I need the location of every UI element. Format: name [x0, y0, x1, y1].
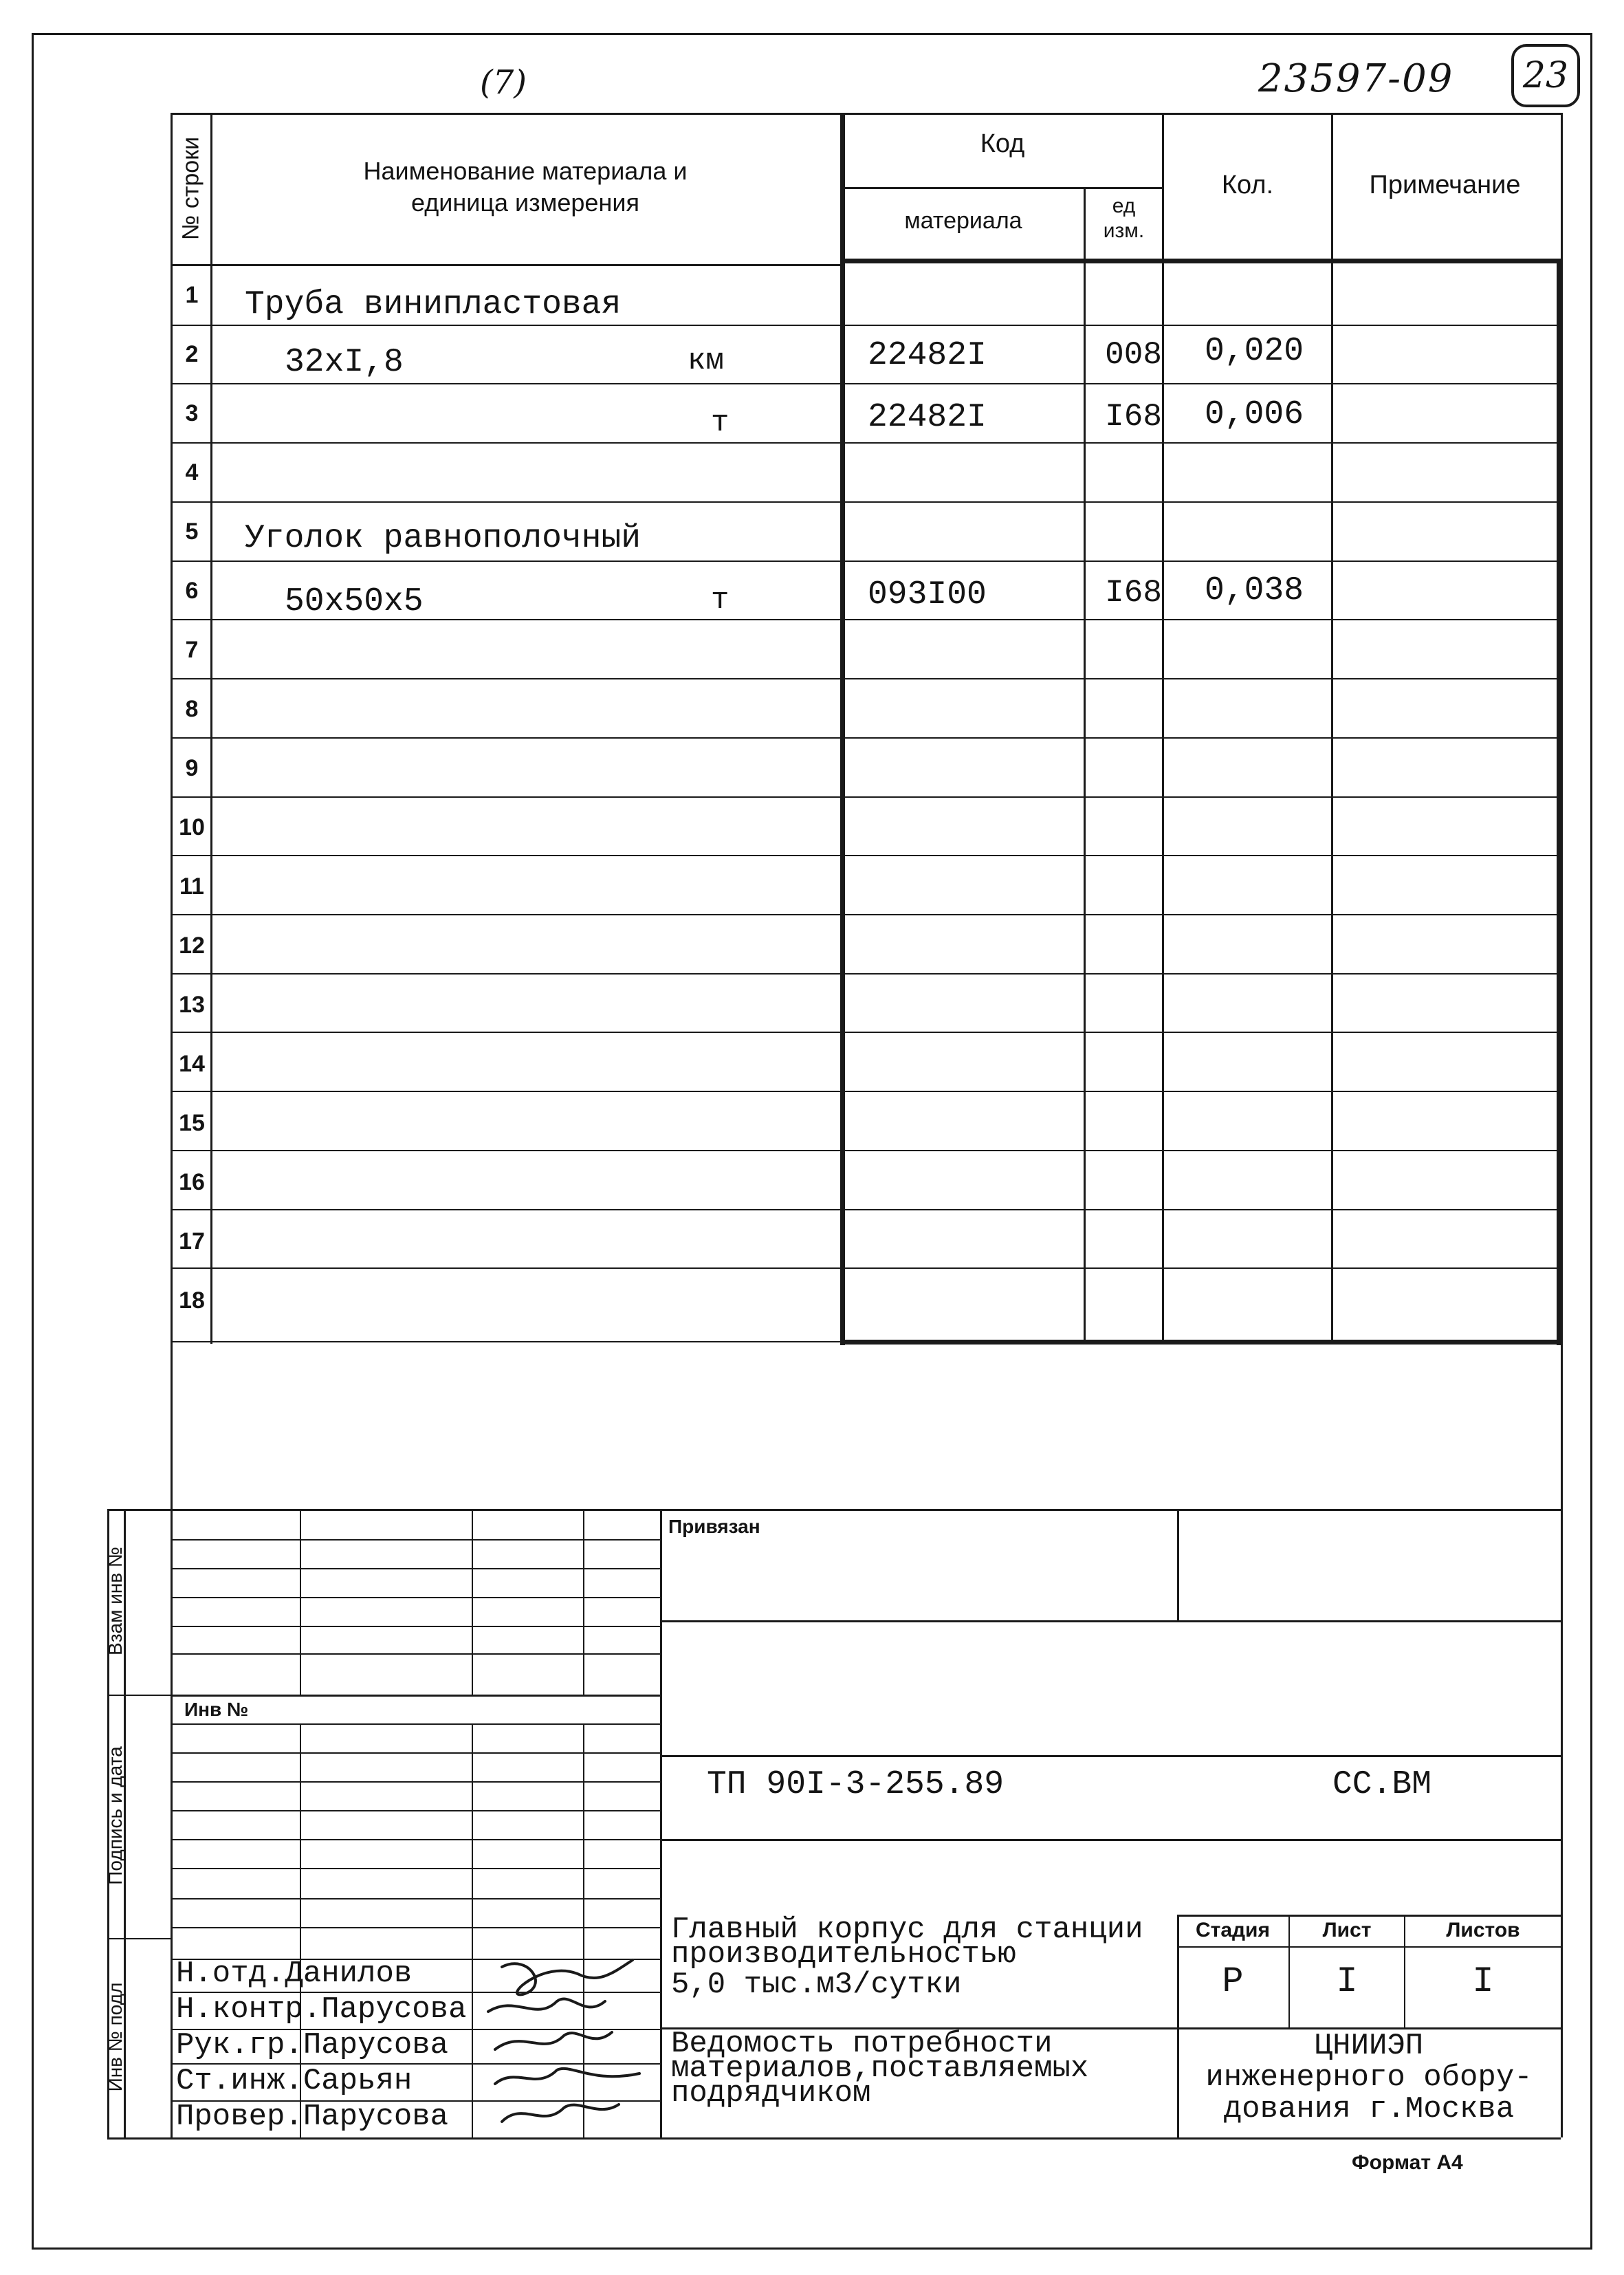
table-bottom-bold	[840, 1340, 1561, 1345]
row-line	[171, 325, 1561, 326]
drawing-frame-left	[171, 113, 173, 2137]
signatures-scribble	[474, 1946, 660, 2139]
stamp-stage-header-line	[1177, 1946, 1561, 1948]
signer-role: Н.контр.	[176, 1992, 322, 2027]
header-unit-line2: изм.	[1103, 219, 1145, 242]
drawing-frame-top	[171, 113, 1562, 115]
row-2-qty: 0,020	[1205, 333, 1304, 370]
stamp-grid-row	[171, 1839, 660, 1840]
side-divider	[107, 1938, 171, 1939]
row-line	[171, 973, 1561, 975]
signer-role: Н.отд.	[176, 1957, 285, 1991]
row-3-code: 22482I	[868, 399, 987, 436]
sheet-badge	[1511, 44, 1580, 107]
stamp-row-line	[660, 1620, 1561, 1622]
row-number: 17	[179, 1228, 205, 1254]
row-6-name: 50x50x5	[285, 583, 424, 620]
stamp-grid-row	[171, 1898, 660, 1900]
frame-left	[32, 33, 34, 2249]
row-number: 9	[185, 755, 199, 781]
org-line1: ЦНИИЭП	[1314, 2029, 1424, 2063]
stamp-grid-col	[472, 1723, 473, 2137]
row-line	[171, 1091, 1561, 1092]
stamp-row-line	[660, 1839, 1561, 1841]
stamp-grid-row	[171, 1568, 660, 1569]
row-6-code: 093I00	[868, 576, 987, 613]
row-line	[171, 678, 1561, 679]
col-line-right-bold	[1557, 259, 1561, 1345]
signer-role: Провер.	[176, 2100, 303, 2134]
inv-no-label: Инв №	[184, 1699, 249, 1720]
signer-name: Парусова	[303, 2100, 449, 2134]
document-title	[671, 2029, 1088, 2109]
header-code: Код	[980, 129, 1025, 158]
object-name	[671, 1915, 1143, 2000]
row-3-qty: 0,006	[1205, 396, 1304, 433]
header-unit	[1086, 194, 1162, 243]
row-line	[171, 442, 1561, 444]
row-number: 12	[179, 933, 205, 959]
stamp-grid-col	[472, 1509, 473, 1695]
sheets-value: I	[1472, 1961, 1494, 2002]
signer-name: Сарьян	[303, 2064, 413, 2098]
col-line-rowno	[210, 113, 212, 1344]
org-line2: инженерного обору-	[1205, 2060, 1533, 2095]
row-number: 14	[179, 1051, 205, 1077]
side-label-vzam: Взам инв №	[105, 1547, 126, 1655]
stamp-grid-row	[171, 1597, 660, 1598]
signer-name: Парусова	[303, 2028, 449, 2062]
row-line	[171, 383, 1561, 384]
stamp-grid-row	[171, 1695, 660, 1697]
header-row-number: № строки	[177, 136, 204, 241]
side-label-podpis: Подпись и дата	[105, 1746, 126, 1885]
sheet-label: Лист	[1322, 1919, 1372, 1941]
stamp-grid-row	[171, 1653, 660, 1655]
row-number: 13	[179, 992, 205, 1018]
signer-row	[176, 2099, 466, 2135]
object-line2: производительностью	[671, 1937, 1016, 1972]
doc-mark: СС.ВМ	[1332, 1766, 1432, 1803]
row-number: 15	[179, 1110, 205, 1136]
header-name-line2: единица измерения	[411, 188, 639, 217]
side-divider	[107, 1695, 171, 1696]
signer-row	[176, 1956, 466, 1992]
stamp-grid-row	[171, 1927, 660, 1928]
row-number: 8	[185, 696, 199, 722]
stamp-grid-col	[583, 1509, 584, 1695]
organization	[1177, 2030, 1561, 2125]
row-3-unit: т	[711, 406, 729, 440]
header-split-line	[840, 187, 1162, 189]
signature-mark	[488, 1999, 605, 2012]
row-number: 5	[185, 519, 199, 545]
title-line3: подрядчиком	[671, 2076, 871, 2111]
page-label: (7)	[480, 63, 527, 102]
row-number: 10	[179, 814, 205, 840]
row-number: 18	[179, 1287, 205, 1314]
row-2-unit-code: 008	[1105, 337, 1162, 373]
row-6-unit: т	[711, 583, 729, 618]
side-label-inv-podl: Инв № подл	[105, 1982, 126, 2092]
sheet-value: I	[1336, 1961, 1358, 2002]
signer-row	[176, 2027, 466, 2063]
signature-mark	[502, 2104, 619, 2122]
row-2-name: 32xI,8	[285, 344, 404, 381]
stamp-grid-col	[300, 1509, 301, 1695]
stamp-grid-row	[171, 1626, 660, 1627]
row-5-name: Уголок равнополочный	[245, 520, 641, 557]
org-line3: дования г.Москва	[1223, 2092, 1515, 2126]
stamp-grid-row	[171, 1539, 660, 1541]
privyazan-label: Привязан	[668, 1516, 760, 1537]
col-line-unitcode	[1084, 187, 1086, 1344]
row-2-unit: км	[688, 344, 724, 378]
signer-row	[176, 1992, 466, 2027]
header-unit-line1: ед	[1112, 195, 1136, 217]
frame-right	[1590, 33, 1592, 2249]
frame-top	[32, 33, 1592, 35]
frame-bottom	[32, 2247, 1592, 2250]
header-note: Примечание	[1369, 171, 1521, 199]
stamp-grid-row	[171, 1723, 660, 1725]
row-3-unit-code: I68	[1105, 399, 1162, 435]
signers-list	[176, 1956, 466, 2135]
object-line3: 5,0 тыс.м3/сутки	[671, 1968, 962, 2002]
signature-mark	[495, 2069, 639, 2084]
row-line	[171, 737, 1561, 739]
stamp-stage-top	[1177, 1915, 1561, 1917]
row-1-name: Труба винипластовая	[245, 286, 622, 323]
row-line	[171, 1150, 1561, 1151]
stamp-grid-row	[171, 1781, 660, 1783]
signature-mark	[502, 1960, 633, 1994]
row-line	[171, 501, 1561, 503]
signer-role: Рук.гр.	[176, 2028, 303, 2062]
row-line	[171, 796, 1561, 798]
signer-name: Парусова	[321, 1992, 467, 2027]
col-line-qty	[1162, 113, 1164, 1344]
stamp-bottom-line	[107, 2137, 1561, 2140]
col-line-note	[1331, 113, 1333, 1344]
sheet-badge-number: 23	[1522, 55, 1569, 96]
signature-mark	[495, 2032, 612, 2049]
row-number: 6	[185, 578, 199, 604]
row-2-code: 22482I	[868, 337, 987, 374]
doc-code: ТП 90I-3-255.89	[707, 1766, 1005, 1803]
stage-value: Р	[1222, 1961, 1244, 2002]
header-name	[210, 155, 840, 219]
archive-number: 23597-09	[1258, 56, 1454, 101]
row-line	[171, 855, 1561, 856]
signer-name: Данилов	[285, 1957, 413, 1991]
row-6-unit-code: I68	[1105, 575, 1162, 611]
row-line	[171, 1032, 1561, 1033]
format-label: Формат А4	[1352, 2151, 1463, 2174]
row-line	[171, 1267, 1561, 1269]
stamp-grid-row	[171, 1868, 660, 1869]
title-line1: Ведомость потребности	[671, 2027, 1053, 2061]
row-number: 7	[185, 637, 199, 663]
stamp-row-line	[660, 1755, 1561, 1757]
row-number: 2	[185, 341, 199, 367]
sheets-label: Листов	[1446, 1919, 1520, 1941]
row-number: 11	[179, 873, 204, 900]
row-line	[171, 914, 1561, 915]
header-bottom-right	[840, 259, 1561, 263]
row-number: 1	[185, 282, 199, 308]
row-number: 16	[179, 1169, 205, 1195]
header-material: материала	[904, 208, 1022, 234]
header-bottom-left	[171, 264, 840, 266]
privyazan-divider	[1177, 1509, 1179, 1622]
row-number: 4	[185, 459, 199, 486]
header-qty: Кол.	[1221, 171, 1274, 199]
signer-row	[176, 2063, 466, 2099]
table-bottom-left	[171, 1341, 840, 1342]
header-name-line1: Наименование материала и	[363, 157, 688, 185]
col-line-code	[840, 113, 845, 1345]
stamp-grid-row	[171, 1752, 660, 1754]
signer-role: Ст.инж.	[176, 2064, 303, 2098]
stamp-top-line	[107, 1509, 1561, 1511]
object-line1: Главный корпус для станции	[671, 1913, 1143, 1947]
title-line2: материалов,поставляемых	[671, 2051, 1089, 2086]
stamp-main-divider	[660, 1509, 662, 2140]
stage-label: Стадия	[1195, 1919, 1271, 1941]
row-6-qty: 0,038	[1205, 572, 1304, 609]
row-number: 3	[185, 400, 199, 426]
stamp-grid-row	[171, 1810, 660, 1811]
row-line	[171, 560, 1561, 562]
row-line	[171, 1209, 1561, 1210]
